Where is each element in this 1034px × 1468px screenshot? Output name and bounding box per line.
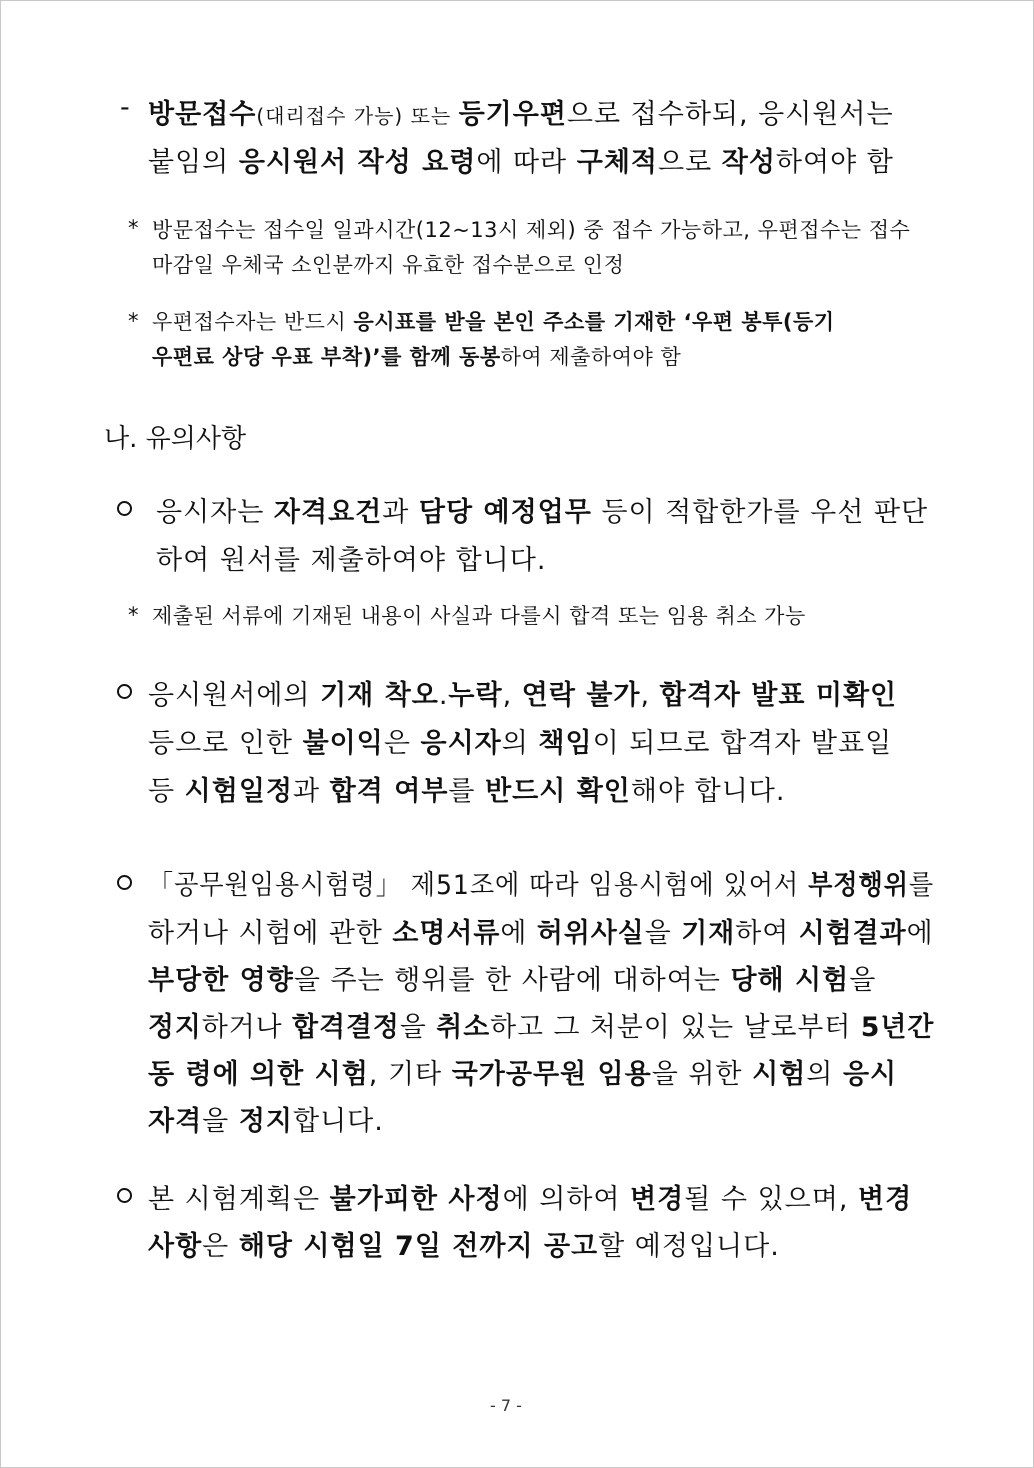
submission-line-2: 붙임의 응시원서 작성 요령에 따라 구체적으로 작성하여야 함 bbox=[148, 147, 894, 178]
paragraph-line-2: 하거나 시험에 관한 소명서류에 허위사실을 기재하여 시험결과에 bbox=[148, 918, 934, 949]
asterisk-marker: * bbox=[128, 603, 139, 627]
asterisk-marker: * bbox=[128, 309, 139, 333]
paragraph-line-2: 하여 원서를 제출하여야 합니다. bbox=[156, 545, 547, 576]
submission-line-1: 방문접수(대리접수 가능) 또는 등기우편으로 접수하되, 응시원서는 bbox=[148, 99, 894, 130]
note-text: 제출된 서류에 기재된 내용이 사실과 다를시 합격 또는 임용 취소 가능 bbox=[152, 604, 806, 628]
asterisk-marker: * bbox=[128, 216, 139, 240]
dash-marker: - bbox=[120, 92, 131, 123]
paragraph-line-2: 사항은 해당 시험일 7일 전까지 공고할 예정입니다. bbox=[148, 1231, 780, 1262]
section-heading: 나. 유의사항 bbox=[104, 424, 247, 454]
page-number: - 7 - bbox=[490, 1396, 522, 1415]
circle-bullet-icon bbox=[117, 684, 132, 699]
paragraph-line-1: 본 시험계획은 불가피한 사정에 의하여 변경될 수 있으며, 변경 bbox=[148, 1184, 913, 1215]
circle-bullet-icon bbox=[117, 501, 132, 516]
paragraph-line-1: 「공무원임용시험령」 제51조에 따라 임용시험에 있어서 부정행위를 bbox=[148, 870, 935, 901]
paragraph-line-1: 응시자는 자격요건과 담당 예정업무 등이 적합한가를 우선 판단 bbox=[156, 497, 929, 528]
paragraph-line-4: 정지하거나 합격결정을 취소하고 그 처분이 있는 날로부터 5년간 bbox=[148, 1012, 935, 1043]
paragraph-line-3: 부당한 영향을 주는 행위를 한 사람에 대하여는 당해 시험을 bbox=[148, 965, 877, 996]
paragraph-line-5: 동 령에 의한 시험, 기타 국가공무원 임용을 위한 시험의 응시 bbox=[148, 1059, 898, 1090]
note-line-2: 마감일 우체국 소인분까지 유효한 접수분으로 인정 bbox=[152, 253, 625, 277]
circle-bullet-icon bbox=[117, 875, 132, 890]
note-line-1: 우편접수자는 반드시 응시표를 받을 본인 주소를 기재한 ‘우편 봉투(등기 bbox=[152, 310, 835, 334]
circle-bullet-icon bbox=[117, 1188, 132, 1203]
note-line-1: 방문접수는 접수일 일과시간(12~13시 제외) 중 접수 가능하고, 우편접수는 접수 bbox=[152, 218, 911, 242]
paragraph-line-2: 등으로 인한 불이익은 응시자의 책임이 되므로 합격자 발표일 bbox=[148, 728, 893, 759]
paragraph-line-3: 등 시험일정과 합격 여부를 반드시 확인해야 합니다. bbox=[148, 776, 786, 807]
note-line-2: 우편료 상당 우표 부착)’를 함께 동봉하여 제출하여야 함 bbox=[152, 345, 682, 369]
paragraph-line-6: 자격을 정지합니다. bbox=[148, 1106, 384, 1137]
paragraph-line-1: 응시원서에의 기재 착오.누락, 연락 불가, 합격자 발표 미확인 bbox=[148, 680, 898, 711]
